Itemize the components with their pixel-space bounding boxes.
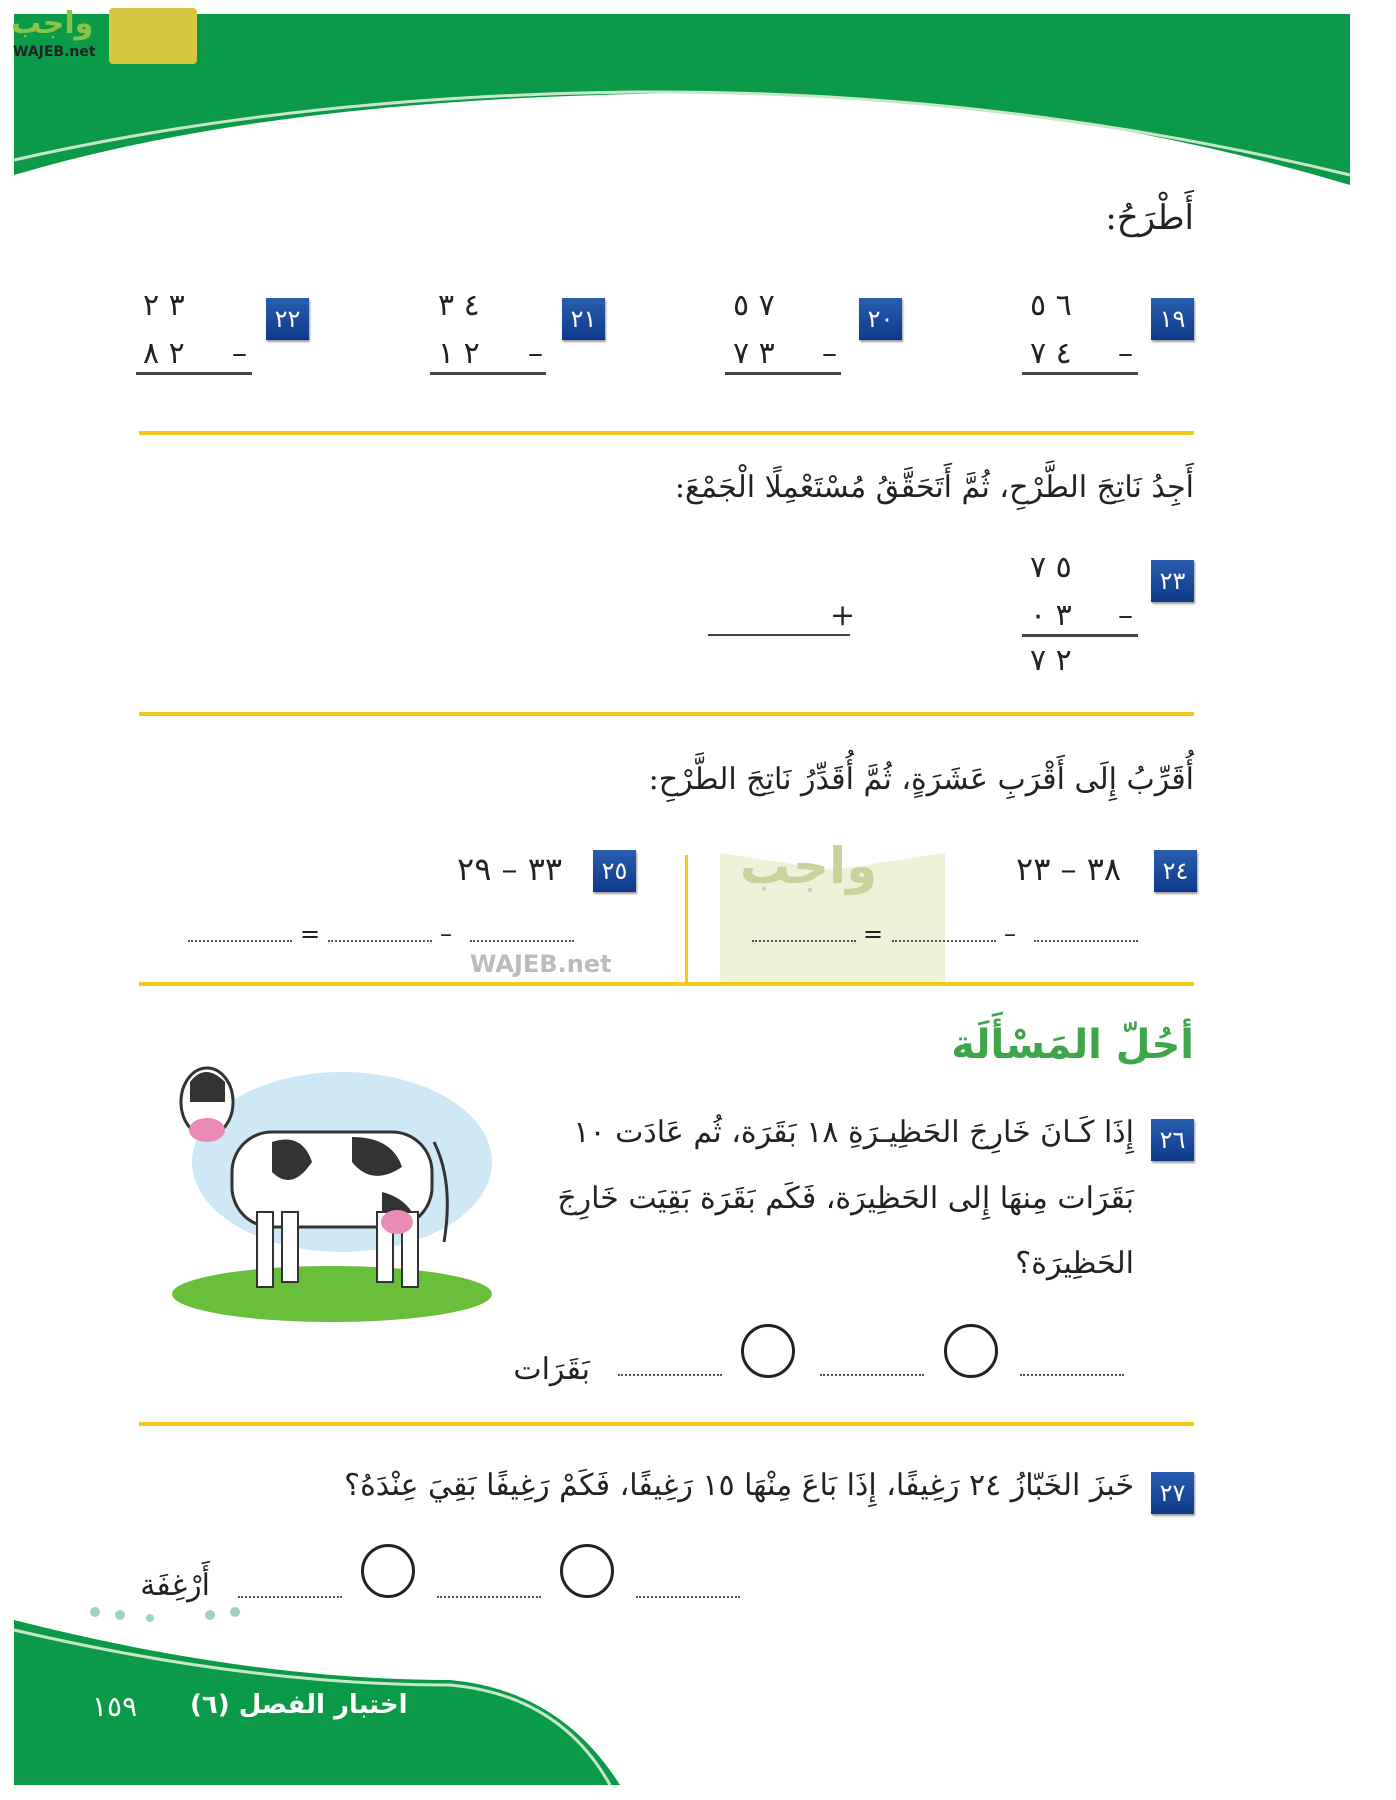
difference: ٢ ٧ <box>1030 643 1072 678</box>
expression: ٣٨ – ٢٣ <box>1016 850 1122 888</box>
book-icon <box>109 8 197 64</box>
problem-badge: ٢٥ <box>593 850 636 892</box>
answer-blank[interactable] <box>188 940 292 942</box>
divider <box>139 982 1194 986</box>
subtrahend: ٢ ٨ <box>143 336 185 371</box>
minus-sign: – <box>1004 920 1016 948</box>
wajeb-logo <box>11 6 191 66</box>
watermark-text: واجب <box>740 837 878 895</box>
problem-badge: ٢٣ <box>1151 560 1194 602</box>
problem-badge: ١٩ <box>1151 298 1194 340</box>
minus-sign: – <box>440 920 452 948</box>
answer-blank[interactable] <box>1034 940 1138 942</box>
answer-line[interactable] <box>136 372 252 375</box>
divider <box>139 1422 1194 1426</box>
answer-line[interactable] <box>725 372 841 375</box>
answer-blank[interactable] <box>470 940 574 942</box>
section-title-estimate: أُقَرِّبُ إِلَى أَقْرَبِ عَشَرَةٍ، ثُمَّ أُقَدِّرُ نَاتِجَ الطَّرْحِ: <box>648 762 1194 797</box>
footer-title: اختبار الفصل (٦) <box>190 1690 408 1720</box>
problem-badge: ٢٤ <box>1154 850 1197 892</box>
problem-text-line: بَقَرَات مِنهَا إِلى الحَظِيرَة، فَكَم بَقَرَة بَقِيَت خَارِجَ <box>557 1181 1134 1216</box>
answer-line[interactable] <box>430 372 546 375</box>
minuend: ٤ ٣ <box>438 288 480 323</box>
column-divider <box>685 855 688 982</box>
minuend: ٦ ٥ <box>1030 288 1072 323</box>
answer-blank[interactable] <box>636 1596 740 1598</box>
answer-blank[interactable] <box>328 940 432 942</box>
answer-blank[interactable] <box>437 1596 541 1598</box>
subtrahend: ٣ ٧ <box>733 336 775 371</box>
subtrahend: ٣ ٠ <box>1030 598 1072 633</box>
section-title-subtract: أَطْرَحُ: <box>1105 198 1194 238</box>
watermark-sub: WAJEB.net <box>470 950 612 978</box>
minus-sign: – <box>1118 336 1145 371</box>
page-number: ١٥٩ <box>92 1690 138 1723</box>
minuend: ٣ ٢ <box>143 288 185 323</box>
subtrahend: ٢ ١ <box>438 336 480 371</box>
problem-badge: ٢٢ <box>266 298 309 340</box>
problem-badge: ٢١ <box>562 298 605 340</box>
divider <box>139 712 1194 716</box>
answer-blank[interactable] <box>1020 1374 1124 1376</box>
subtrahend: ٤ ٧ <box>1030 336 1072 371</box>
unit-label: أَرْغِفَة <box>140 1568 210 1603</box>
answer-line[interactable] <box>1022 372 1138 375</box>
problem-solving-heading: أحُلّ المَسْأَلَة <box>951 1022 1194 1068</box>
minus-sign: – <box>528 336 555 371</box>
operator-circle[interactable] <box>361 1544 415 1598</box>
answer-line <box>1022 634 1138 637</box>
minus-sign: – <box>1118 598 1145 633</box>
minuend: ٧ ٥ <box>733 288 775 323</box>
cow-illustration <box>172 1062 494 1324</box>
answer-blank[interactable] <box>892 940 996 942</box>
problem-badge: ٢٦ <box>1151 1119 1194 1161</box>
expression: ٣٣ – ٢٩ <box>457 850 563 888</box>
answer-blank[interactable] <box>618 1374 722 1376</box>
divider <box>139 431 1194 435</box>
problem-text: خَبزَ الخَبّازُ ٢٤ رَغِيفًا، إِذَا بَاعَ مِنْهَا ١٥ رَغِيفًا، فَكَمْ رَغِيفًا بَقِيَ عِنْدَهُ؟ <box>344 1468 1134 1503</box>
answer-blank[interactable] <box>752 940 856 942</box>
answer-blank[interactable] <box>820 1374 924 1376</box>
plus-sign: + <box>830 598 868 633</box>
unit-label: بَقَرَات <box>513 1352 590 1387</box>
minuend: ٥ ٧ <box>1030 550 1072 585</box>
equals-sign: = <box>863 920 884 948</box>
answer-blank[interactable] <box>238 1596 342 1598</box>
header-band <box>0 0 1396 200</box>
minus-sign: – <box>822 336 849 371</box>
logo-text: واجب <box>11 6 94 41</box>
problem-badge: ٢٠ <box>859 298 902 340</box>
equals-sign: = <box>300 920 321 948</box>
logo-sub: WAJEB.net <box>13 44 96 60</box>
minus-sign: – <box>232 336 259 371</box>
problem-text-line: إِذَا كَـانَ خَارِجَ الحَظِيـرَةِ ١٨ بَقَرَة، ثُم عَادَت ١٠ <box>573 1115 1134 1150</box>
operator-circle[interactable] <box>944 1324 998 1378</box>
section-title-check: أَجِدُ نَاتِجَ الطَّرْحِ، ثُمَّ أَتَحَقَّقُ مُسْتَعْمِلًا الْجَمْعَ: <box>674 470 1194 505</box>
operator-circle[interactable] <box>741 1324 795 1378</box>
check-answer-line[interactable] <box>708 634 850 636</box>
problem-text-line: الحَظِيرَة؟ <box>1015 1246 1134 1281</box>
operator-circle[interactable] <box>560 1544 614 1598</box>
problem-badge: ٢٧ <box>1151 1472 1194 1514</box>
